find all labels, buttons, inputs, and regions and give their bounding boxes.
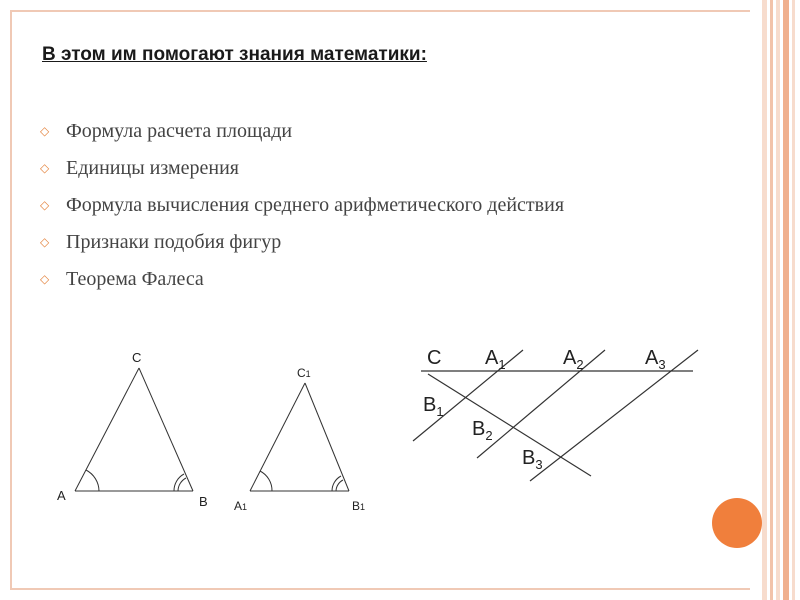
label-b1-sub: 1 <box>360 502 366 512</box>
thales-label-b2-letter: B <box>472 418 486 440</box>
label-a: A <box>57 488 66 503</box>
diamond-outline-icon: ◇ <box>40 161 50 175</box>
triangle-abc <box>75 368 193 491</box>
label-a1 <box>234 499 247 513</box>
angle-b1-arc-2 <box>336 480 343 491</box>
label-c: C <box>132 350 142 365</box>
label-b1 <box>352 499 365 513</box>
thales-oblique-ray <box>428 374 591 476</box>
thales-label-a2 <box>563 347 584 372</box>
diamond-outline-icon: ◇ <box>40 272 50 286</box>
thales-diagram <box>413 350 698 481</box>
diamond-outline-icon: ◇ <box>40 124 50 138</box>
triangle-a1b1c1 <box>250 383 349 491</box>
bullet-text: Единицы измерения <box>66 157 239 179</box>
label-c1-sub: 1 <box>305 369 311 379</box>
triangle-a1b1c1-left-side <box>250 383 305 491</box>
thales-parallel-3 <box>530 350 698 481</box>
thales-label-a3-letter: A <box>645 347 659 369</box>
decor-orange-circle <box>712 498 762 548</box>
thales-label-a1-sub: 1 <box>498 357 506 372</box>
slide-title: В этом им помогают знания математики: <box>42 44 427 65</box>
thales-label-b1-letter: B <box>423 394 437 416</box>
thales-label-a2-sub: 2 <box>576 357 584 372</box>
label-b1-letter: B <box>352 499 361 513</box>
label-a1-letter: A <box>234 499 243 513</box>
thales-label-a1 <box>485 347 506 372</box>
label-c1-letter: C <box>297 366 306 380</box>
label-b: B <box>199 494 208 509</box>
angle-a1-arc <box>260 471 272 491</box>
label-a1-sub: 1 <box>242 502 248 512</box>
label-c1 <box>297 366 311 380</box>
thales-label-b2-sub: 2 <box>485 428 493 443</box>
thales-label-a3 <box>645 347 666 372</box>
thales-label-a3-sub: 3 <box>658 357 666 372</box>
angle-b-arc-2 <box>178 478 186 491</box>
thales-label-b3-sub: 3 <box>535 457 543 472</box>
thales-label-a2-letter: A <box>563 347 577 369</box>
thales-label-a1-letter: A <box>485 347 499 369</box>
diamond-outline-icon: ◇ <box>40 198 50 212</box>
thales-label-b2 <box>472 418 493 443</box>
thales-label-b1-sub: 1 <box>436 404 444 419</box>
angle-b-arc-1 <box>174 474 184 491</box>
thales-label-c: C <box>427 347 442 369</box>
thales-label-b3 <box>522 447 543 472</box>
triangle-a1b1c1-right-side <box>305 383 349 491</box>
thales-label-b1 <box>423 394 444 419</box>
triangle-abc-left-side <box>75 368 139 491</box>
diamond-outline-icon: ◇ <box>40 235 50 249</box>
bullet-text: Признаки подобия фигур <box>66 231 282 253</box>
bullet-text: Формула расчета площади <box>66 120 293 142</box>
bullet-text: Формула вычисления среднего арифметического действия <box>66 194 565 216</box>
thales-label-b3-letter: B <box>522 447 536 469</box>
angle-a-arc <box>86 470 99 491</box>
bullet-text: Теорема Фалеса <box>66 268 204 290</box>
triangle-abc-right-side <box>139 368 193 491</box>
